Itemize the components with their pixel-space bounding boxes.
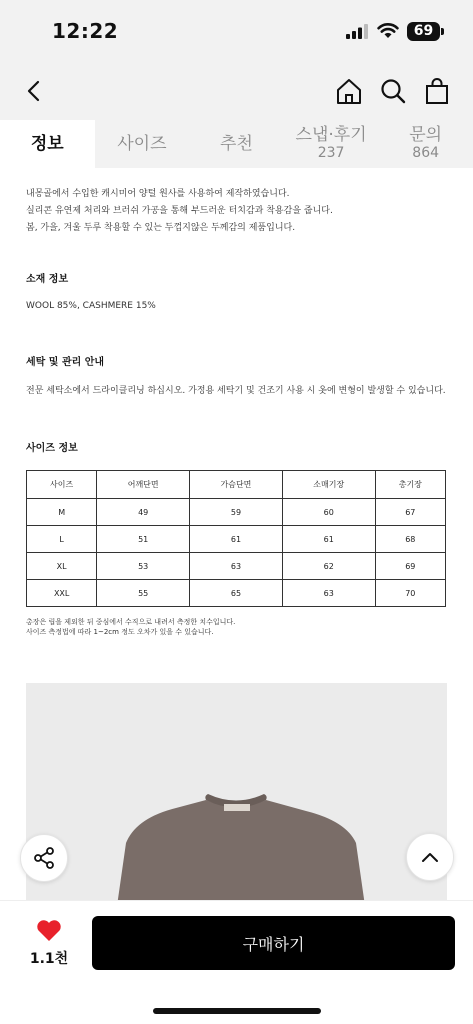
table-cell: M bbox=[27, 499, 97, 526]
table-cell: 60 bbox=[282, 499, 375, 526]
table-row bbox=[27, 553, 446, 580]
table-cell: 65 bbox=[190, 580, 283, 607]
table-cell: XL bbox=[27, 553, 97, 580]
description-line: 실리콘 유연제 처리와 브러쉬 가공을 통해 부드러운 터치감과 착용감을 줍니다. bbox=[26, 206, 333, 216]
table-header: 어깨단면 bbox=[97, 471, 190, 499]
share-icon bbox=[32, 846, 56, 870]
table-row bbox=[27, 499, 446, 526]
wifi-icon bbox=[377, 22, 399, 39]
cart-button[interactable] bbox=[419, 73, 455, 109]
table-cell: 49 bbox=[97, 499, 190, 526]
table-cell: XXL bbox=[27, 580, 97, 607]
table-cell: 55 bbox=[97, 580, 190, 607]
tab-snap-review[interactable] bbox=[284, 120, 379, 168]
chevron-left-icon bbox=[24, 79, 44, 103]
cellular-signal-icon bbox=[346, 24, 370, 39]
status-bar bbox=[0, 0, 473, 62]
table-header: 사이즈 bbox=[27, 471, 97, 499]
table-cell: 61 bbox=[190, 526, 283, 553]
table-header-row bbox=[27, 471, 446, 499]
size-note: 사이즈 측정법에 따라 1~2cm 정도 오차가 있을 수 있습니다. bbox=[26, 628, 214, 636]
heart-icon bbox=[36, 919, 62, 942]
material-title: 소재 정보 bbox=[26, 274, 69, 285]
table-cell: 69 bbox=[375, 553, 445, 580]
tab-info[interactable] bbox=[0, 120, 95, 168]
tab-label: 스냅·후기 bbox=[295, 125, 367, 146]
tab-size[interactable] bbox=[95, 120, 190, 168]
home-icon bbox=[335, 77, 363, 105]
buy-button[interactable]: 구매하기 bbox=[92, 916, 455, 970]
back-button[interactable] bbox=[16, 73, 52, 109]
table-row bbox=[27, 526, 446, 553]
description-line: 봄, 가을, 겨울 두루 착용할 수 있는 두껍지않은 두께감의 제품입니다. bbox=[26, 223, 296, 233]
product-tabs bbox=[0, 120, 473, 168]
table-cell: 63 bbox=[282, 580, 375, 607]
size-info-title: 사이즈 정보 bbox=[26, 443, 78, 454]
tab-label: 정보 bbox=[30, 133, 64, 154]
table-cell: 51 bbox=[97, 526, 190, 553]
tab-label: 추천 bbox=[220, 133, 253, 154]
tab-label: 사이즈 bbox=[117, 133, 167, 154]
product-description bbox=[26, 186, 456, 237]
table-row bbox=[27, 580, 446, 607]
battery-indicator: 69 bbox=[407, 22, 440, 41]
description-line: 내몽골에서 수입한 캐시미어 양털 원사를 사용하여 제작하였습니다. bbox=[26, 189, 290, 199]
like-button[interactable] bbox=[28, 919, 70, 968]
table-cell: 61 bbox=[282, 526, 375, 553]
table-cell: 67 bbox=[375, 499, 445, 526]
care-title: 세탁 및 관리 안내 bbox=[26, 357, 105, 368]
search-button[interactable] bbox=[375, 73, 411, 109]
table-cell: 68 bbox=[375, 526, 445, 553]
table-header: 총기장 bbox=[375, 471, 445, 499]
status-time: 12:22 bbox=[52, 19, 119, 43]
bottom-purchase-bar bbox=[0, 900, 473, 1024]
tab-recommend[interactable] bbox=[189, 120, 284, 168]
sweater-illustration bbox=[26, 683, 447, 900]
share-button[interactable] bbox=[20, 834, 68, 882]
tab-inquiry[interactable] bbox=[378, 120, 473, 168]
size-note: 총장은 립을 제외한 뒤 중심에서 수직으로 내려서 측정한 치수입니다. bbox=[26, 618, 236, 626]
table-cell: L bbox=[27, 526, 97, 553]
top-navigation bbox=[0, 62, 473, 120]
home-button[interactable] bbox=[331, 73, 367, 109]
search-icon bbox=[379, 77, 407, 105]
product-detail-content bbox=[0, 168, 473, 900]
scroll-top-button[interactable] bbox=[406, 833, 454, 881]
care-text: 전문 세탁소에서 드라이클리닝 하십시오. 가정용 세탁기 및 건조기 사용 시 옷에 변형이 발생할 수 있습니다. bbox=[26, 386, 446, 396]
tab-label: 문의 bbox=[409, 125, 443, 146]
size-table bbox=[26, 470, 446, 607]
home-indicator bbox=[153, 1008, 321, 1014]
table-cell: 53 bbox=[97, 553, 190, 580]
table-cell: 62 bbox=[282, 553, 375, 580]
material-text: WOOL 85%, CASHMERE 15% bbox=[26, 301, 156, 311]
table-header: 가슴단면 bbox=[190, 471, 283, 499]
like-count: 1.1천 bbox=[29, 951, 69, 967]
product-photo bbox=[26, 683, 447, 900]
table-cell: 70 bbox=[375, 580, 445, 607]
table-header: 소매기장 bbox=[282, 471, 375, 499]
tab-count: 864 bbox=[412, 145, 440, 162]
table-cell: 59 bbox=[190, 499, 283, 526]
chevron-up-icon bbox=[419, 846, 441, 868]
table-cell: 63 bbox=[190, 553, 283, 580]
tab-count: 237 bbox=[317, 145, 345, 162]
shopping-bag-icon bbox=[424, 77, 450, 105]
